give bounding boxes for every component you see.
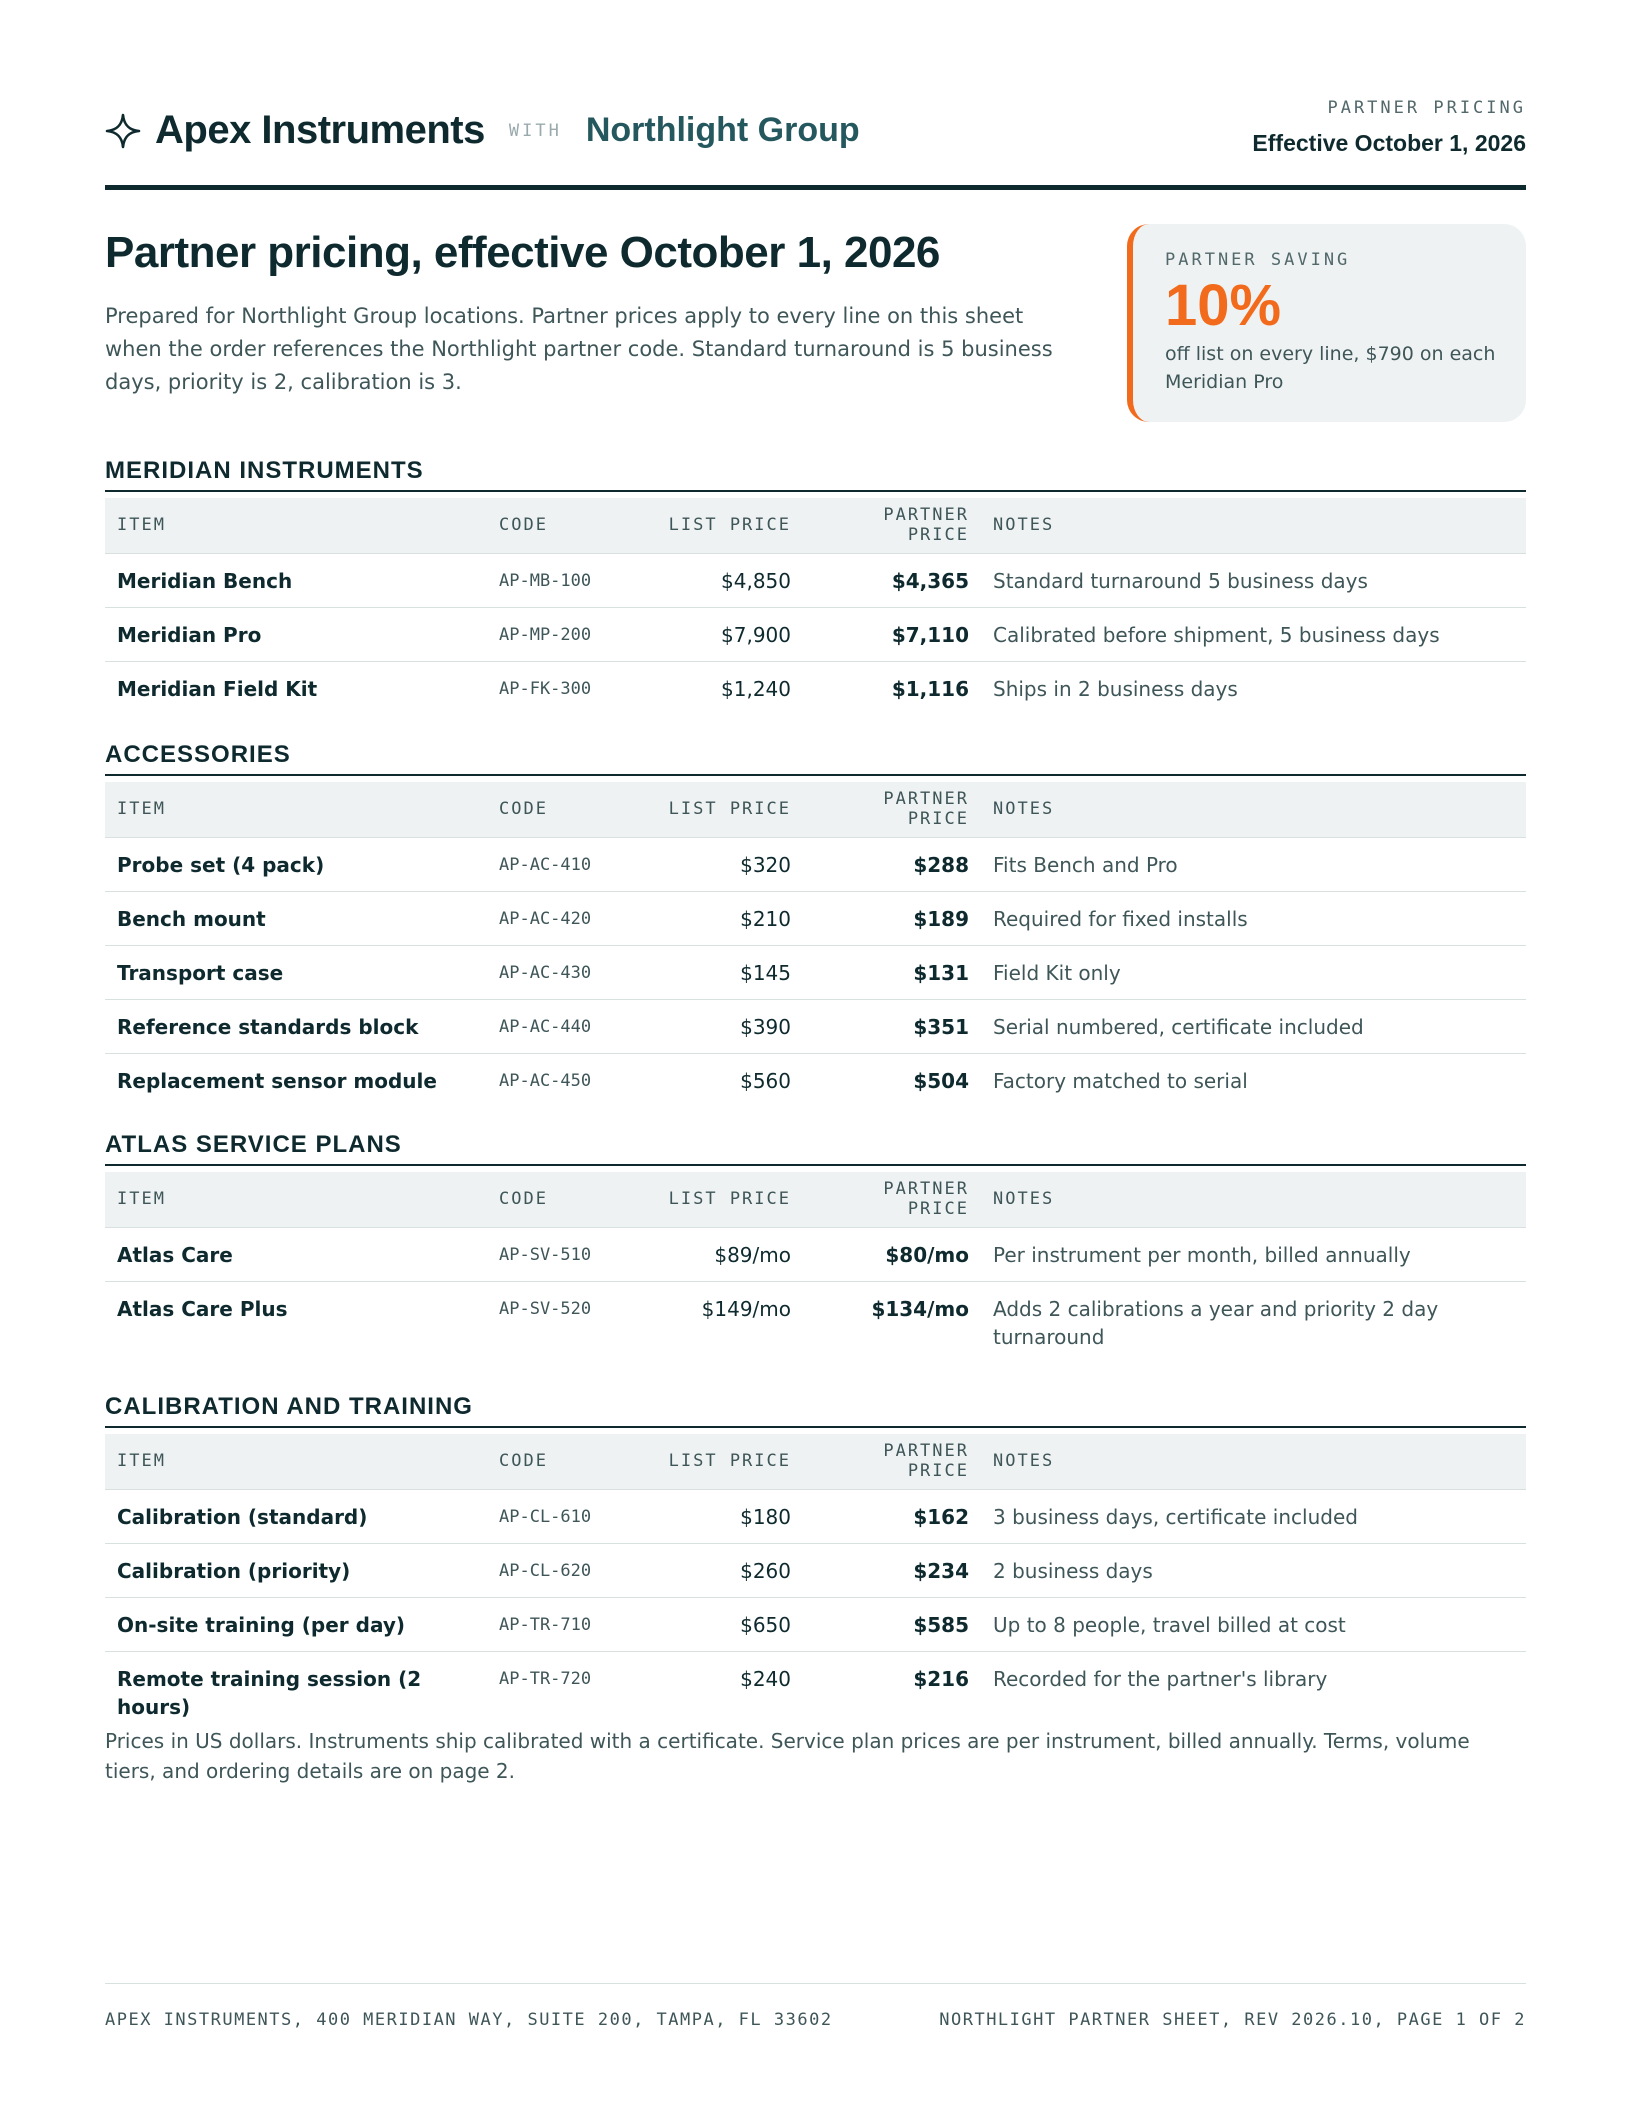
price-table (105, 782, 1526, 1107)
cell-notes: 3 business days, certificate included (981, 1489, 1526, 1543)
table-header-row (105, 1172, 1526, 1227)
cell-partner: $4,365 (803, 553, 981, 607)
column-header-partner: PARTNER PRICE (883, 789, 969, 830)
partner-name: Northlight Group (585, 111, 860, 149)
table-row (105, 607, 1526, 661)
cell-notes: Calibrated before shipment, 5 business days (981, 607, 1526, 661)
header-kicker: PARTNER PRICING (1327, 98, 1526, 118)
cell-code: AP-AC-430 (487, 945, 649, 999)
section-title: CALIBRATION AND TRAINING (105, 1386, 1526, 1428)
page-title: Partner pricing, effective October 1, 2026 (105, 228, 940, 277)
column-header-list: LIST PRICE (668, 515, 791, 536)
table-row (105, 891, 1526, 945)
header-meta (1252, 98, 1526, 157)
cell-notes: Required for fixed installs (981, 891, 1526, 945)
table-row (105, 661, 1526, 715)
cell-code: AP-MP-200 (487, 607, 649, 661)
cell-partner: $585 (803, 1597, 981, 1651)
table-row (105, 1597, 1526, 1651)
cell-list: $240 (649, 1651, 803, 1733)
cell-code: AP-AC-410 (487, 837, 649, 891)
column-header-partner: PARTNER PRICE (883, 505, 969, 546)
table-row (105, 1053, 1526, 1107)
cell-notes: Per instrument per month, billed annually (981, 1227, 1526, 1281)
cell-list: $260 (649, 1543, 803, 1597)
cell-code: AP-MB-100 (487, 553, 649, 607)
column-header-code: CODE (499, 515, 548, 536)
cell-partner: $7,110 (803, 607, 981, 661)
table-header-row (105, 782, 1526, 837)
cell-code: AP-SV-510 (487, 1227, 649, 1281)
cell-list: $390 (649, 999, 803, 1053)
column-header-item: ITEM (117, 1451, 166, 1472)
brand-with-label: WITH (508, 120, 562, 141)
intro-paragraph: Prepared for Northlight Group locations. Partner prices apply to every line on this sheet when the order references the Northlight partner code. Standard turnaround is 5 business days, priority is 2, calibration is 3. (105, 304, 1053, 394)
cell-list: $560 (649, 1053, 803, 1107)
cell-item: Atlas Care Plus (105, 1281, 487, 1363)
cell-notes: Field Kit only (981, 945, 1526, 999)
cell-code: AP-AC-420 (487, 891, 649, 945)
brand-lockup (105, 108, 860, 153)
price-section (105, 450, 1526, 715)
cell-list: $320 (649, 837, 803, 891)
cell-list: $4,850 (649, 553, 803, 607)
header-effective-date: Effective October 1, 2026 (1252, 130, 1526, 156)
table-row (105, 1227, 1526, 1281)
cell-code: AP-FK-300 (487, 661, 649, 715)
cell-notes: Factory matched to serial (981, 1053, 1526, 1107)
column-header-item: ITEM (117, 515, 166, 536)
footer-address: APEX INSTRUMENTS, 400 MERIDIAN WAY, SUITE 200, TAMPA, FL 33602 (105, 2010, 833, 2030)
cell-partner: $351 (803, 999, 981, 1053)
cell-code: AP-CL-620 (487, 1543, 649, 1597)
cell-notes: 2 business days (981, 1543, 1526, 1597)
price-table (105, 1172, 1526, 1363)
cell-list: $145 (649, 945, 803, 999)
table-header-row (105, 1434, 1526, 1489)
column-header-item: ITEM (117, 799, 166, 820)
column-header-code: CODE (499, 1451, 548, 1472)
table-row (105, 945, 1526, 999)
table-header-row (105, 498, 1526, 553)
cell-notes: Serial numbered, certificate included (981, 999, 1526, 1053)
footnote: Prices in US dollars. Instruments ship calibrated with a certificate. Service plan prices are per instrument, billed annually. Terms, volume tiers, and ordering details are on page 2. (105, 1729, 1470, 1783)
section-title: ACCESSORIES (105, 734, 1526, 776)
brand-name: Apex Instruments (155, 108, 485, 152)
cell-notes: Ships in 2 business days (981, 661, 1526, 715)
cell-notes: Up to 8 people, travel billed at cost (981, 1597, 1526, 1651)
cell-list: $7,900 (649, 607, 803, 661)
cell-notes: Recorded for the partner's library (981, 1651, 1526, 1733)
column-header-code: CODE (499, 1189, 548, 1210)
cell-item: On-site training (per day) (105, 1597, 487, 1651)
table-row (105, 553, 1526, 607)
column-header-item: ITEM (117, 1189, 166, 1210)
cell-list: $210 (649, 891, 803, 945)
cell-list: $89/mo (649, 1227, 803, 1281)
partner-saving-card (1127, 224, 1526, 422)
cell-item: Bench mount (105, 891, 487, 945)
section-title: ATLAS SERVICE PLANS (105, 1124, 1526, 1166)
column-header-notes: NOTES (993, 799, 1055, 820)
table-row (105, 1489, 1526, 1543)
cell-code: AP-AC-440 (487, 999, 649, 1053)
column-header-partner: PARTNER PRICE (883, 1441, 969, 1482)
cell-code: AP-TR-710 (487, 1597, 649, 1651)
cell-notes: Adds 2 calibrations a year and priority 2 day turnaround (981, 1281, 1526, 1363)
price-section (105, 1124, 1526, 1363)
cell-item: Meridian Pro (105, 607, 487, 661)
column-header-list: LIST PRICE (668, 1451, 791, 1472)
price-table (105, 498, 1526, 715)
cell-code: AP-SV-520 (487, 1281, 649, 1363)
table-row (105, 1543, 1526, 1597)
cell-list: $650 (649, 1597, 803, 1651)
cell-partner: $189 (803, 891, 981, 945)
column-header-notes: NOTES (993, 515, 1055, 536)
price-table (105, 1434, 1526, 1733)
cell-partner: $234 (803, 1543, 981, 1597)
table-row (105, 999, 1526, 1053)
table-row (105, 1281, 1526, 1363)
cell-item: Transport case (105, 945, 487, 999)
column-header-list: LIST PRICE (668, 1189, 791, 1210)
page-footer (105, 1983, 1526, 2043)
cell-partner: $1,116 (803, 661, 981, 715)
saving-percentage: 10% (1165, 273, 1282, 338)
saving-kicker: PARTNER SAVING (1165, 250, 1351, 270)
pricing-sheet-page (105, 0, 1526, 2112)
cell-item: Meridian Bench (105, 553, 487, 607)
column-header-code: CODE (499, 799, 548, 820)
cell-item: Probe set (4 pack) (105, 837, 487, 891)
table-row (105, 837, 1526, 891)
cell-partner: $504 (803, 1053, 981, 1107)
cell-item: Calibration (priority) (105, 1543, 487, 1597)
cell-list: $149/mo (649, 1281, 803, 1363)
cell-list: $1,240 (649, 661, 803, 715)
table-row (105, 1651, 1526, 1733)
column-header-partner: PARTNER PRICE (883, 1179, 969, 1220)
cell-item: Calibration (standard) (105, 1489, 487, 1543)
column-header-list: LIST PRICE (668, 799, 791, 820)
price-section (105, 1386, 1526, 1733)
cell-notes: Fits Bench and Pro (981, 837, 1526, 891)
saving-description: off list on every line, $790 on each Meridian Pro (1165, 343, 1496, 393)
cell-partner: $162 (803, 1489, 981, 1543)
cell-item: Replacement sensor module (105, 1053, 487, 1107)
cell-item: Remote training session (2 hours) (105, 1651, 487, 1733)
page-header (105, 96, 1526, 190)
cell-code: AP-TR-720 (487, 1651, 649, 1733)
cell-notes: Standard turnaround 5 business days (981, 553, 1526, 607)
price-section (105, 734, 1526, 1107)
cell-item: Reference standards block (105, 999, 487, 1053)
cell-partner: $216 (803, 1651, 981, 1733)
cell-item: Meridian Field Kit (105, 661, 487, 715)
cell-list: $180 (649, 1489, 803, 1543)
cell-item: Atlas Care (105, 1227, 487, 1281)
cell-partner: $134/mo (803, 1281, 981, 1363)
column-header-notes: NOTES (993, 1451, 1055, 1472)
cell-code: AP-AC-450 (487, 1053, 649, 1107)
section-title: MERIDIAN INSTRUMENTS (105, 450, 1526, 492)
cell-partner: $131 (803, 945, 981, 999)
cell-code: AP-CL-610 (487, 1489, 649, 1543)
column-header-notes: NOTES (993, 1189, 1055, 1210)
sparkle-star-icon (105, 113, 141, 149)
cell-partner: $80/mo (803, 1227, 981, 1281)
footer-revision: NORTHLIGHT PARTNER SHEET, REV 2026.10, PAGE 1 OF 2 (939, 2010, 1526, 2030)
cell-partner: $288 (803, 837, 981, 891)
